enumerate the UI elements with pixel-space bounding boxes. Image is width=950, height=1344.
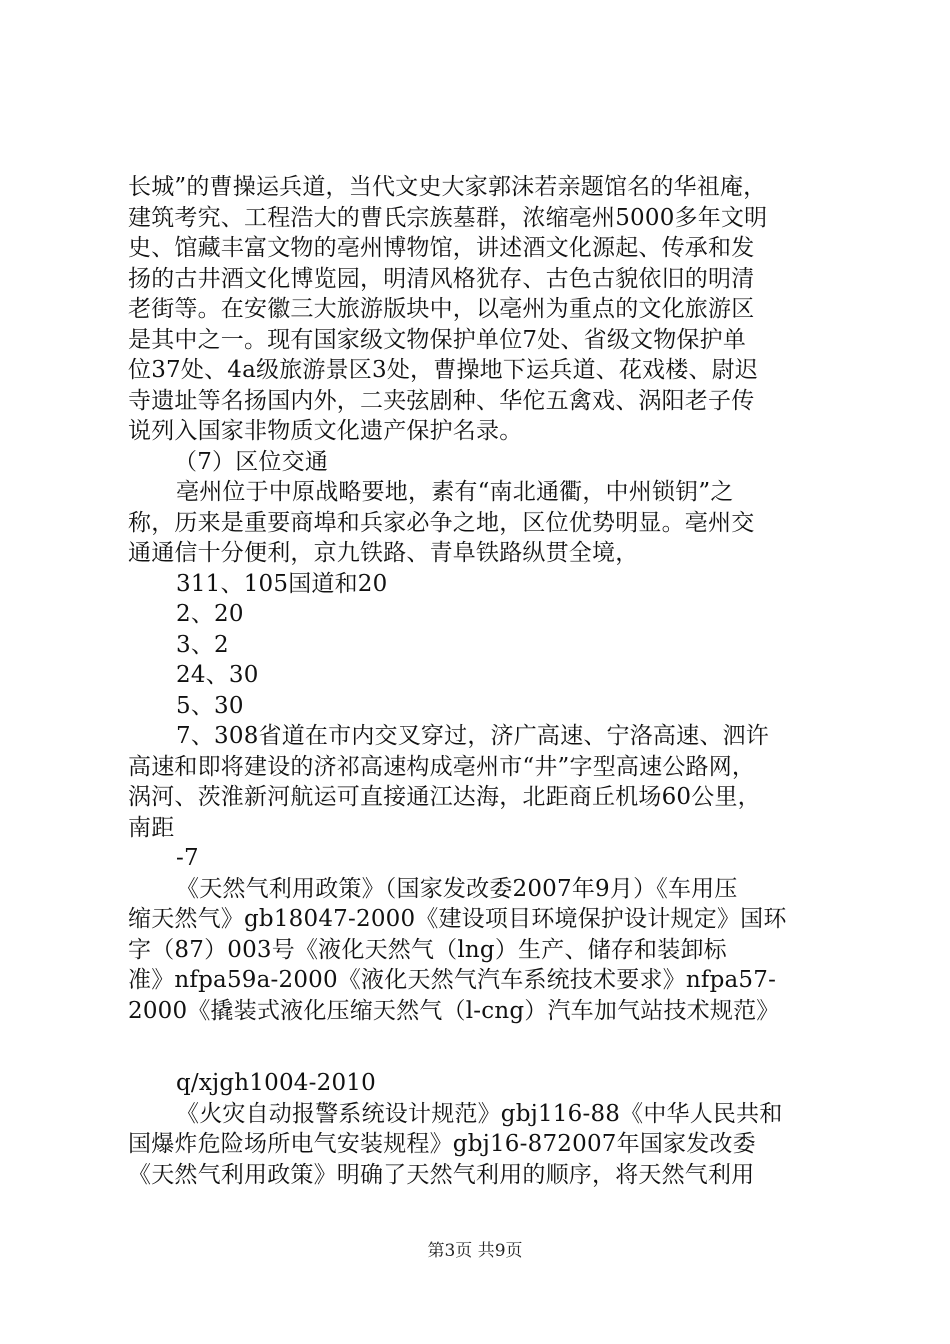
section-heading: （7）区位交通 — [174, 448, 329, 475]
paragraph-gap — [128, 1026, 838, 1068]
text-line: 说列入国家非物质文化遗产保护名录。 — [128, 418, 523, 444]
text-line: -7 — [176, 845, 199, 871]
text-line: 位37处、4a级旅游景区3处，曹操地下运兵道、花戏楼、尉迟 — [128, 357, 759, 383]
text-line: 通通信十分便利，京九铁路、青阜铁路纵贯全境， — [128, 540, 639, 566]
text-line: 《火灾自动报警系统设计规范》gbj116-88《中华人民共和 — [176, 1100, 783, 1127]
text-line: 311、105国道和20 — [176, 570, 388, 597]
text-line: 是其中之一。现有国家级文物保护单位7处、省级文物保护单 — [128, 326, 747, 353]
text-line: q/xjgh1004-2010 — [176, 1070, 376, 1096]
text-line: 老街等。在安徽三大旅游版块中，以亳州为重点的文化旅游区 — [128, 296, 755, 322]
text-line: 长城”的曹操运兵道，当代文史大家郭沫若亲题馆名的华祖庵， — [128, 174, 767, 200]
text-line: 缩天然气》gb18047-2000《建设项目环境保护设计规定》国环 — [128, 906, 787, 932]
text-line: 《天然气利用政策》（国家发改委2007年9月）《车用压 — [176, 875, 738, 902]
text-line: 2、20 — [176, 601, 244, 627]
text-line: 国爆炸危险场所电气安装规程》gbj16-872007年国家发改委 — [128, 1131, 756, 1157]
text-line: 高速和即将建设的济祁高速构成亳州市“井”字型高速公路网， — [128, 753, 756, 780]
text-line: 亳州位于中原战略要地，素有“南北通衢，中州锁钥”之 — [176, 479, 734, 505]
text-line: 称，历来是重要商埠和兵家必争之地，区位优势明显。亳州交 — [128, 509, 755, 536]
text-line: 7、308省道在市内交叉穿过，济广高速、宁洛高速、泗许 — [176, 723, 769, 749]
text-line: 涡河、茨淮新河航运可直接通江达海，北距商丘机场60公里， — [128, 784, 761, 810]
page-number-footer: 第3页 共9页 — [427, 1241, 523, 1261]
document-body — [128, 172, 838, 1190]
text-line: 扬的古井酒文化博览园，明清风格犹存、古色古貌依旧的明清 — [128, 265, 755, 292]
text-line: 寺遗址等名扬国内外，二夹弦剧种、华佗五禽戏、涡阳老子传 — [128, 387, 755, 414]
text-line: 建筑考究、工程浩大的曹氏宗族墓群，浓缩亳州5000多年文明 — [128, 204, 768, 231]
text-line: 3、2 — [176, 631, 229, 658]
text-line: 《天然气利用政策》明确了天然气利用的顺序，将天然气利用 — [128, 1161, 755, 1188]
text-line: 字（87）003号《液化天然气（lng）生产、储存和装卸标 — [128, 936, 727, 963]
text-line: 准》nfpa59a-2000《液化天然气汽车系统技术要求》nfpa57- — [128, 967, 777, 993]
text-line: 史、馆藏丰富文物的亳州博物馆，讲述酒文化源起、传承和发 — [128, 235, 755, 261]
text-line: 南距 — [128, 814, 175, 841]
text-line: 24、30 — [176, 662, 259, 688]
text-line: 2000《撬装式液化压缩天然气（l-cng）汽车加气站技术规范》 — [128, 997, 780, 1024]
text-line: 5、30 — [176, 692, 244, 719]
